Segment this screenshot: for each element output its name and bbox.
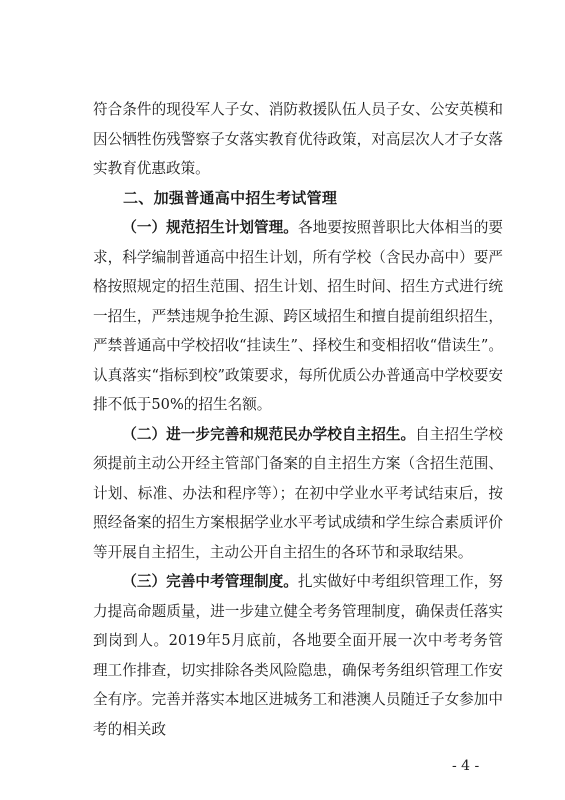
paragraph-item-2: [93, 420, 503, 568]
item-3-text: 扎实做好中考组织管理工作，努力提高命题质量，进一步建立健全考务管理制度，确保责任落实到岗到人。2019年5月底前，各地要全面开展一次中考考务管理工作排查，切实排除各类风险隐患，确保考务组织管理工作安全有序。完善并落实本地区进城务工和港澳人员随迁子女参加中考的相关政: [93, 573, 503, 738]
item-1-text: 各地要按照普职比大体相当的要求，科学编制普通高中招生计划，所有学校（含民办高中）要严格按照规定的招生范围、招生计划、招生时间、招生方式进行统一招生，严禁违规争抢生源、跨区域招生和擅自提前组织招生，严禁普通高中学校招收“挂读生”、择校生和变相招收“借读生”。认真落实“指标到校”政策要求，每所优质公办普通高中学校要安排不低于50%的招生名额。: [93, 219, 503, 413]
item-1-lead: （一）规范招生计划管理。: [122, 219, 298, 236]
page-number: - 4 -: [452, 758, 480, 774]
paragraph-item-3: [93, 567, 503, 744]
item-3-lead: （三）完善中考管理制度。: [122, 573, 298, 590]
item-2-lead: （二）进一步完善和规范民办学校自主招生。: [122, 425, 416, 443]
item-2-text: 自主招生学校须提前主动公开经主管部门备案的自主招生方案（含招生范围、计划、标准、办法和程序等）；在初中学业水平考试结束后，按照经备案的招生方案根据学业水平考试成绩和学生综合素质评价等开展自主招生，主动公开自主招生的各环节和录取结果。: [93, 425, 503, 561]
paragraph-continuation: 符合条件的现役军人子女、消防救援队伍人员子女、公安英模和因公牺牲伤残警察子女落实教育优待政策，对高层次人才子女落实教育优惠政策。: [93, 101, 503, 177]
section-heading: 二、加强普通高中招生考试管理: [123, 188, 338, 207]
document-body: [93, 95, 503, 744]
paragraph-item-1: [93, 213, 503, 420]
